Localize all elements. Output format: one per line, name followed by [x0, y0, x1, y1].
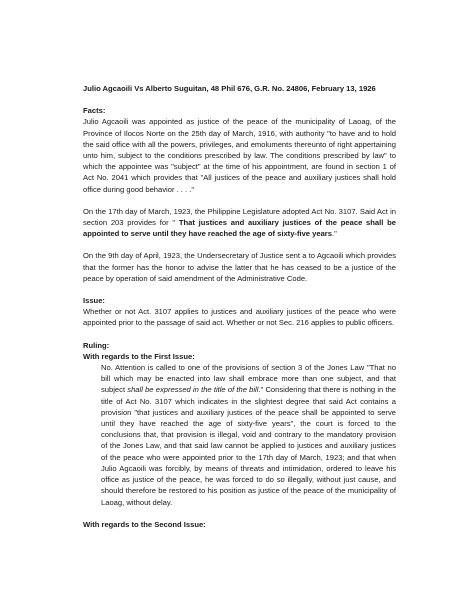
case-title: Julio Agcaoili Vs Alberto Suguitan, 48 Phil 676, G.R. No. 24806, February 13, 1926 — [83, 84, 376, 93]
facts-paragraph-2 — [83, 206, 396, 240]
facts-paragraph-2-text-b: ." — [332, 229, 337, 239]
first-issue-text-a: No. Attention is called to one of the provisions of section 3 of the Jones Law "That no bill which may be enacted into law shall embrace more than one subject, and that subject — [101, 363, 396, 395]
issue-heading: Issue: — [83, 296, 105, 306]
facts-paragraph-1: Julio Agcaoili was appointed as justice of the peace of the municipality of Laoag, of the Province of Ilocos Norte on the 25th day of March, 1916, with authority "to have and to hold the said office with all the powers, privileges, and emoluments thereunto of right appertaining unto him, subject to the conditions prescribed by law. The conditions prescribed by law" to which the appointee was "subject" at the time of his appointment, are found in section 1 of Act No. 2041 which provides that "All justices of the peace and auxiliary justices shall hold office during good behavior . . . ." — [83, 117, 396, 194]
second-issue-heading: With regards to the Second Issue: — [83, 519, 206, 529]
first-issue-text-b: ." Considering that there is nothing in the title of Act No. 3107 which indicates in the slightest degree that said Act contains a provision "that justices and auxiliary justices of the peace shall be appointed to serve until they have reached the age of sixty-five years", the court is forced to the conclusions that, that provision is illegal, void and contrary to the mandatory provision of the Jones Law, and that said law cannot be applied to justices and auxiliary justices of the peace who were appointed prior to the 17th day of March, 1923; and that when Julio Agcaoili was forcibly, by means of threats and intimidation, ordered to leave his office as justice of the peace, he was forced to do so illegally, without just cause, and should therefore be restored to his position as justice of the peace of the municipality of Laoag, without delay. — [101, 385, 397, 507]
facts-paragraph-2-text-a: On the 17th day of March, 1923, the Philippine Legislature adopted Act No. 3107. Said Act in section 203 provides for " — [83, 206, 396, 228]
first-issue-heading: With regards to the First Issue: — [83, 351, 195, 361]
first-issue-italic-phrase: shall be expressed in the title of the bill — [127, 385, 259, 395]
first-issue-ruling-paragraph — [101, 362, 396, 508]
issue-paragraph: Whether or not Act. 3107 applies to justices and auxiliary justices of the peace who were appointed prior to the passage of said act. Whether or not Sec. 216 applies to public officers. — [83, 307, 396, 328]
facts-paragraph-2-bold-provision: That justices and auxiliary justices of the peace shall be appointed to serve until they have reached the age of sixty-five years — [83, 218, 397, 239]
facts-heading: Facts: — [83, 106, 106, 116]
ruling-heading: Ruling: — [83, 340, 110, 350]
facts-paragraph-3: On the 9th day of April, 1923, the Undersecretary of Justice sent a to Agcaoili which provides that the former has the honor to advise the latter that he has ceased to be a justice of the peace by operation of said amendment of the Administrative Code. — [83, 251, 396, 283]
